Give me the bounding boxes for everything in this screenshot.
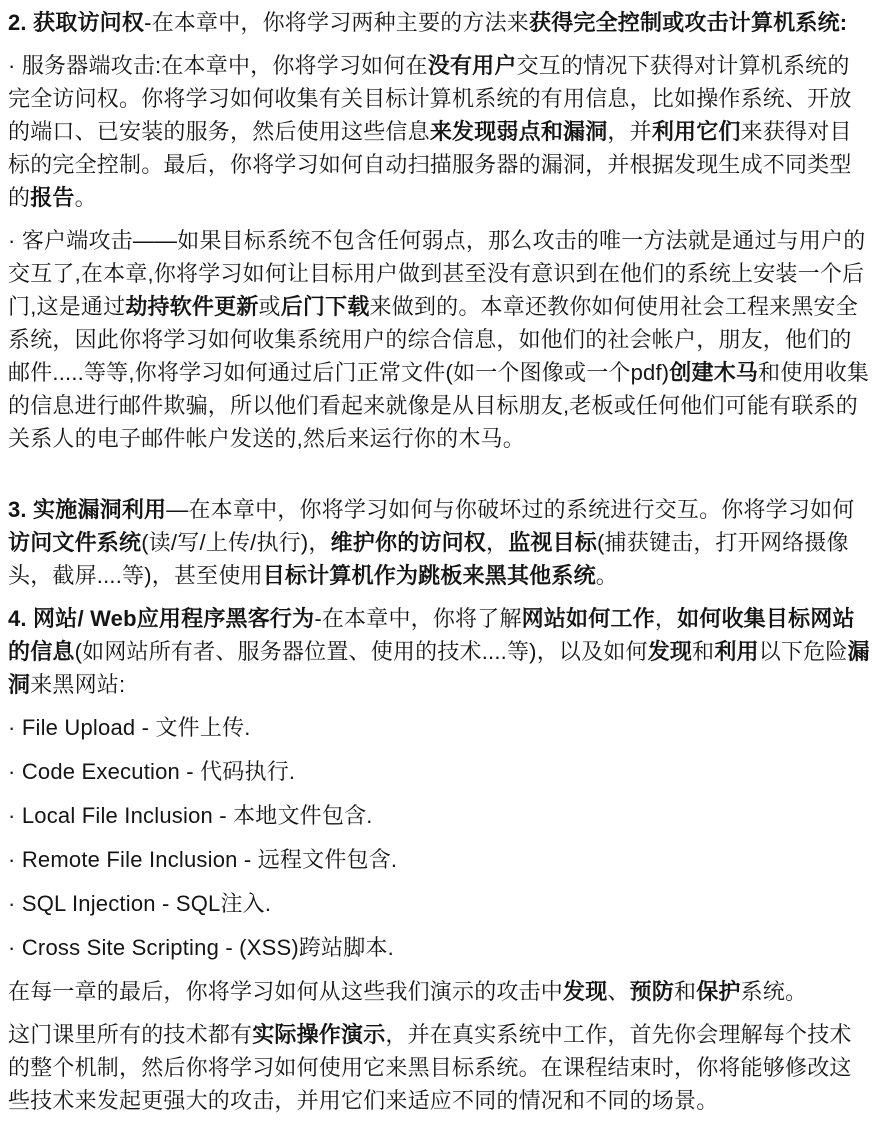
bold-text-run: 4. 网站/ Web应用程序黑客行为 bbox=[8, 606, 315, 631]
text-run: · 服务器端攻击:在本章中，你将学习如何在 bbox=[8, 53, 428, 78]
text-run: —在本章中，你将学习如何与你破坏过的系统进行交互。你将学习如何 bbox=[166, 497, 855, 522]
text-run: (如网站所有者、服务器位置、使用的技术....等)，以及如何 bbox=[74, 639, 648, 664]
bold-text-run: 报告 bbox=[30, 185, 75, 210]
course-summary-paragraph bbox=[8, 1018, 870, 1117]
text-run: · SQL Injection - SQL注入. bbox=[8, 891, 272, 916]
text-run: -在本章中，你将学习两种主要的方法来 bbox=[144, 10, 529, 35]
text-run: 在每一章的最后，你将学习如何从这些我们演示的攻击中 bbox=[8, 979, 564, 1004]
bold-text-run: 漏洞 bbox=[8, 639, 870, 697]
bold-text-run: 预防 bbox=[629, 979, 675, 1004]
text-run: (捕获键击，打开网络摄像头，截屏....等)，甚至使用 bbox=[8, 530, 849, 588]
text-run: 交互的情况下获得对计算机系统的完全访问权。你将学习如何收集有关目标计算机系统的有用信息，比如操作系统、开放的端口、已安装的服务，然后使用这些信息 bbox=[8, 53, 852, 144]
section-3-intro bbox=[8, 493, 870, 592]
vulnerability-local-file-inclusion bbox=[8, 799, 870, 832]
text-run: 和 bbox=[692, 639, 715, 664]
text-run: 和 bbox=[674, 979, 697, 1004]
bold-text-run: 利用它们 bbox=[651, 119, 741, 144]
vulnerability-remote-file-inclusion bbox=[8, 843, 870, 876]
text-run: -在本章中，你将了解 bbox=[314, 606, 522, 631]
text-run: · Remote File Inclusion - 远程文件包含. bbox=[8, 847, 398, 872]
client-side-attack-paragraph bbox=[8, 224, 870, 455]
text-run: 。 bbox=[74, 185, 97, 210]
bold-text-run: 监视目标 bbox=[508, 530, 598, 555]
bold-text-run: 保护 bbox=[696, 979, 741, 1004]
text-run: · File Upload - 文件上传. bbox=[8, 715, 251, 740]
text-run: 来获得对目标的完全控制。最后，你将学习如何自动扫描服务器的漏洞，并根据发现生成不同类型的 bbox=[8, 119, 852, 210]
bold-text-run: 创建木马 bbox=[669, 360, 759, 385]
text-run: 、 bbox=[607, 979, 630, 1004]
text-run: (读/写/上传/执行)， bbox=[141, 530, 331, 555]
text-run: ， bbox=[654, 606, 678, 631]
bold-text-run: 发现 bbox=[563, 979, 608, 1004]
bold-text-run: 网站如何工作 bbox=[521, 606, 655, 631]
bold-text-run: 访问文件系统 bbox=[8, 530, 142, 555]
text-run: 以下危险 bbox=[758, 639, 848, 664]
text-run: · Local File Inclusion - 本地文件包含. bbox=[8, 803, 373, 828]
text-run: 来做到的。本章还教你如何使用社会工程来黑安全系统，因此你将学习如何收集系统用户的综合信息，如他们的社会帐户，朋友，他们的邮件.....等等,你将学习如何通过后门正常文件(如一个图像或一个pdf) bbox=[8, 294, 858, 385]
vulnerability-code-execution bbox=[8, 755, 870, 788]
text-run: ，并 bbox=[607, 119, 652, 144]
text-run: · Code Execution - 代码执行. bbox=[8, 759, 296, 784]
vulnerability-sql-injection bbox=[8, 887, 870, 920]
section-gap bbox=[8, 465, 870, 493]
vulnerability-file-upload bbox=[8, 711, 870, 744]
text-run: 和使用收集的信息进行邮件欺骗，所以他们看起来就像是从目标朋友,老板或任何他们可能有联系的关系人的电子邮件帐户发送的,然后来运行你的木马。 bbox=[8, 360, 870, 451]
bold-text-run: 没有用户 bbox=[427, 53, 517, 78]
chapter-ending-paragraph bbox=[8, 975, 870, 1008]
section-4-intro bbox=[8, 602, 870, 701]
bold-text-run: 发现 bbox=[647, 639, 693, 664]
bold-text-run: 维护你的访问权 bbox=[330, 530, 486, 555]
bold-text-run: 如何收集目标网站的信息 bbox=[8, 606, 855, 664]
bold-text-run: 2. 获取访问权 bbox=[8, 10, 145, 35]
bold-text-run: 目标计算机作为跳板来黑其他系统 bbox=[262, 563, 596, 588]
bold-text-run: 利用 bbox=[714, 639, 759, 664]
text-run: 或 bbox=[258, 294, 281, 319]
server-side-attack-paragraph bbox=[8, 49, 870, 214]
bold-text-run: 实际操作演示 bbox=[252, 1022, 386, 1047]
bold-text-run: 后门下载 bbox=[280, 294, 370, 319]
bold-text-run: 获得完全控制或攻击计算机系统: bbox=[529, 10, 848, 35]
vulnerability-xss bbox=[8, 931, 870, 964]
text-run: · Cross Site Scripting - (XSS)跨站脚本. bbox=[8, 935, 394, 960]
text-run: 。 bbox=[595, 563, 618, 588]
text-run: 这门课里所有的技术都有 bbox=[8, 1022, 253, 1047]
text-run: · 客户端攻击——如果目标系统不包含任何弱点，那么攻击的唯一方法就是通过与用户的交互了,在本章,你将学习如何让目标用户做到甚至没有意识到在他们的系统上安装一个后门,这是通过 bbox=[8, 228, 866, 319]
bold-text-run: 3. 实施漏洞利用 bbox=[8, 497, 167, 522]
section-2-intro bbox=[8, 6, 870, 39]
text-run: 来黑网站: bbox=[30, 672, 126, 697]
text-run: 系统。 bbox=[740, 979, 808, 1004]
text-run: ， bbox=[486, 530, 509, 555]
bold-text-run: 劫持软件更新 bbox=[125, 294, 259, 319]
text-run: ，并在真实系统中工作，首先你会理解每个技术的整个机制，然后你将学习如何使用它来黑目标系统。在课程结束时，你将能够修改这些技术来发起更强大的攻击，并用它们来适应不同的情况和不同的场景。 bbox=[8, 1022, 852, 1113]
bold-text-run: 来发现弱点和漏洞 bbox=[429, 119, 608, 144]
